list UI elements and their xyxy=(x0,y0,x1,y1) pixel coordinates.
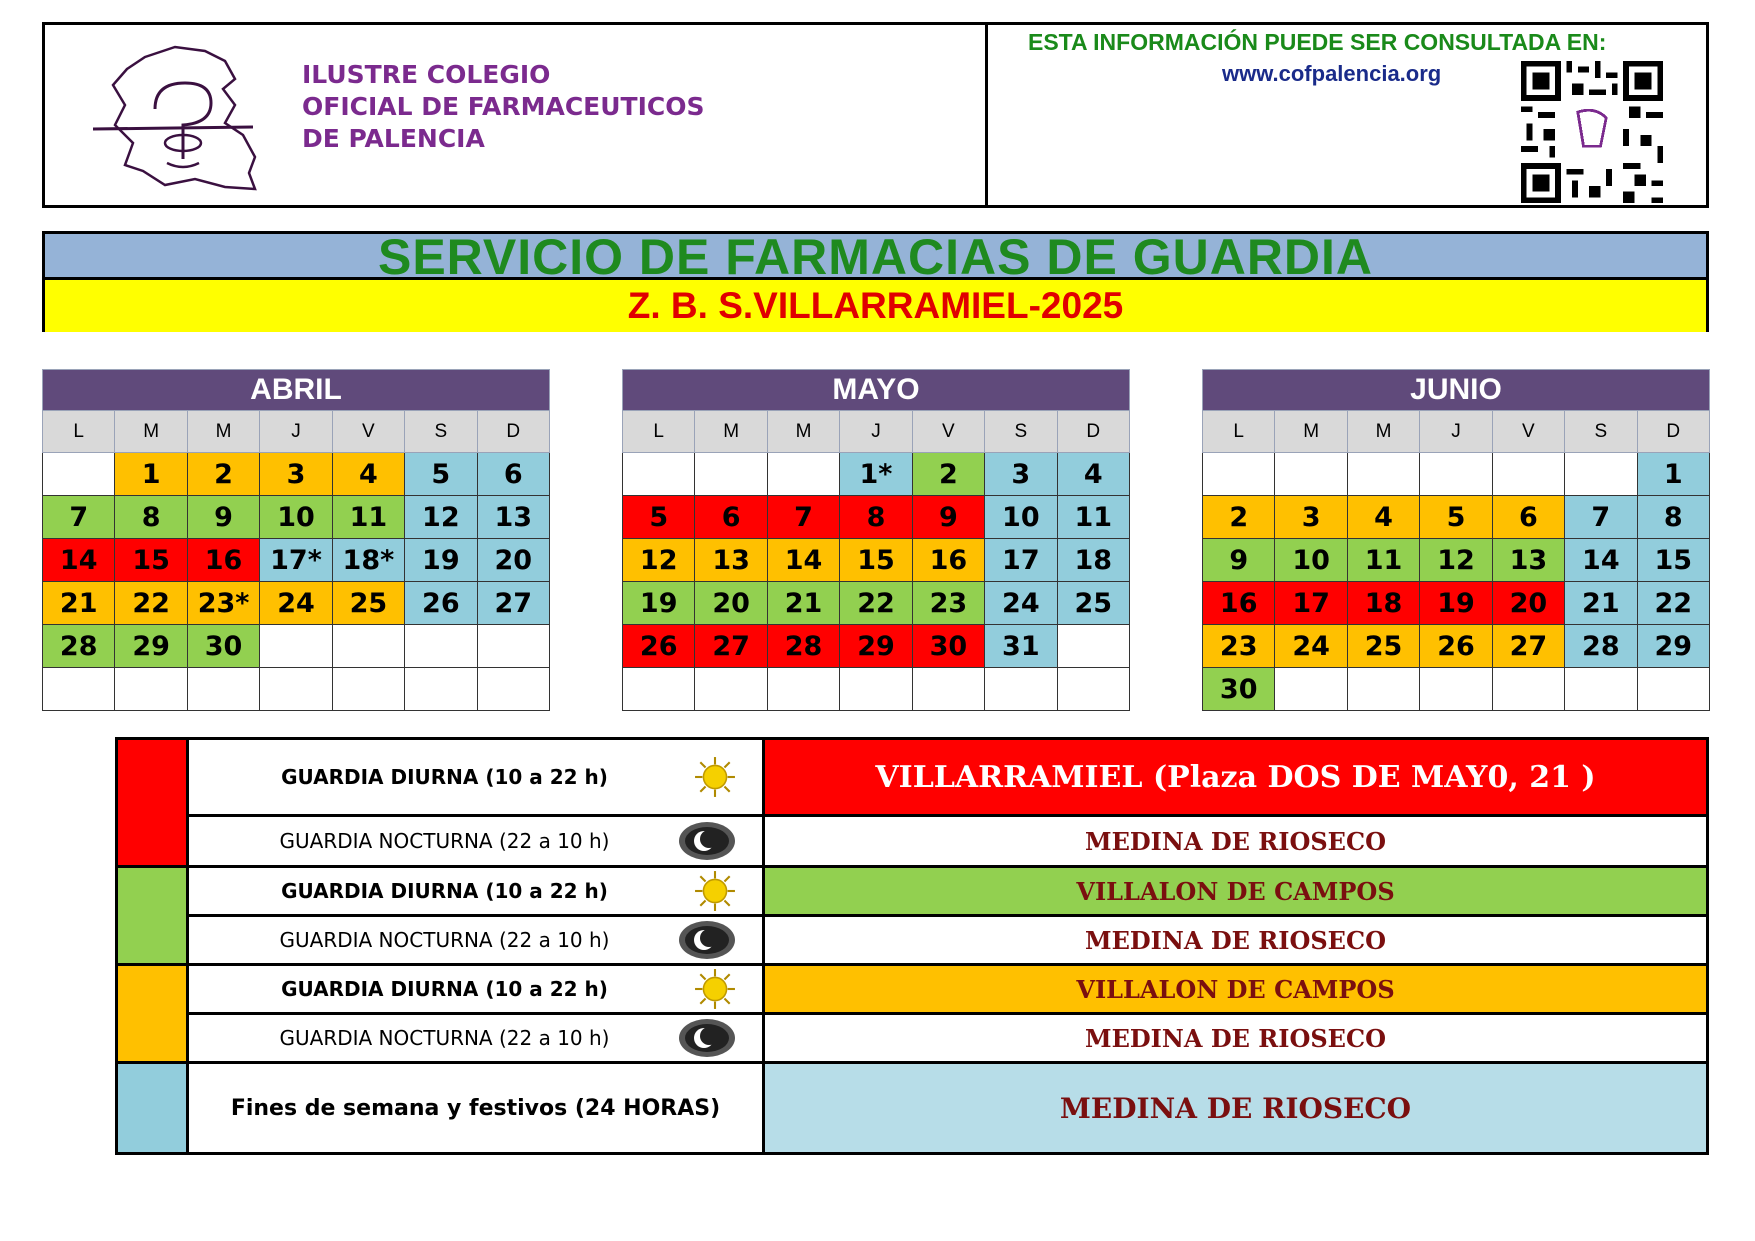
day-cell xyxy=(1420,453,1492,496)
day-cell: 22 xyxy=(1637,582,1709,625)
day-cell: 29 xyxy=(1637,625,1709,668)
weekday-header: M xyxy=(1275,411,1347,453)
day-cell: 14 xyxy=(43,539,115,582)
legend-place-green-day: VILLALON DE CAMPOS xyxy=(764,867,1708,916)
day-cell: 15 xyxy=(1637,539,1709,582)
day-cell: 23 xyxy=(912,582,984,625)
day-cell xyxy=(695,453,767,496)
day-cell: 10 xyxy=(260,496,332,539)
weekday-header: D xyxy=(1637,411,1709,453)
moon-icon xyxy=(678,1017,736,1059)
calendar-mayo xyxy=(622,369,1130,711)
day-cell: 18 xyxy=(1057,539,1129,582)
day-cell xyxy=(767,453,839,496)
college-name xyxy=(302,59,705,155)
college-logo-icon xyxy=(85,39,265,199)
legend-text: GUARDIA DIURNA (10 a 22 h) xyxy=(281,765,608,789)
day-cell: 30 xyxy=(187,625,259,668)
day-cell: 4 xyxy=(1347,496,1419,539)
day-cell xyxy=(623,453,695,496)
day-cell xyxy=(1637,668,1709,711)
weekday-header: L xyxy=(43,411,115,453)
moon-icon xyxy=(678,919,736,961)
calendar-junio xyxy=(1202,369,1710,711)
day-cell: 2 xyxy=(1203,496,1275,539)
day-cell xyxy=(260,625,332,668)
day-cell xyxy=(405,625,477,668)
day-cell xyxy=(1275,453,1347,496)
day-cell: 3 xyxy=(1275,496,1347,539)
day-cell xyxy=(260,668,332,711)
day-cell: 21 xyxy=(43,582,115,625)
day-cell: 29 xyxy=(840,625,912,668)
day-cell: 20 xyxy=(1492,582,1564,625)
header-left xyxy=(45,25,988,205)
week-row xyxy=(43,539,550,582)
day-cell xyxy=(1565,453,1637,496)
day-cell: 3 xyxy=(260,453,332,496)
day-cell xyxy=(405,668,477,711)
day-cell xyxy=(332,625,404,668)
moon-icon xyxy=(678,820,736,862)
college-line-3: DE PALENCIA xyxy=(302,124,485,153)
day-cell: 26 xyxy=(405,582,477,625)
day-cell xyxy=(1420,668,1492,711)
title-box xyxy=(42,231,1709,332)
day-cell: 17* xyxy=(260,539,332,582)
day-cell: 8 xyxy=(840,496,912,539)
day-cell: 7 xyxy=(43,496,115,539)
day-cell: 7 xyxy=(1565,496,1637,539)
day-cell: 25 xyxy=(332,582,404,625)
legend-place-red-day: VILLARRAMIEL (Plaza DOS DE MAY0, 21 ) xyxy=(764,739,1708,816)
week-row xyxy=(1203,453,1710,496)
day-cell xyxy=(1057,625,1129,668)
day-cell: 25 xyxy=(1347,625,1419,668)
weekday-header: M xyxy=(187,411,259,453)
website-link[interactable]: www.cofpalencia.org xyxy=(1222,61,1442,86)
day-cell xyxy=(1057,668,1129,711)
day-cell: 15 xyxy=(840,539,912,582)
day-cell: 30 xyxy=(912,625,984,668)
day-cell: 28 xyxy=(767,625,839,668)
day-cell: 30 xyxy=(1203,668,1275,711)
day-cell: 4 xyxy=(332,453,404,496)
sun-icon xyxy=(694,870,736,912)
weekday-header: V xyxy=(912,411,984,453)
day-cell xyxy=(912,668,984,711)
day-cell: 4 xyxy=(1057,453,1129,496)
day-cell: 17 xyxy=(1275,582,1347,625)
week-row xyxy=(623,539,1130,582)
day-cell: 5 xyxy=(405,453,477,496)
legend-text: GUARDIA DIURNA (10 a 22 h) xyxy=(281,977,608,1001)
week-row xyxy=(623,625,1130,668)
day-cell: 24 xyxy=(985,582,1057,625)
legend-swatch-green xyxy=(117,867,188,965)
sun-icon xyxy=(694,968,736,1010)
legend-label-nocturna xyxy=(188,1014,764,1063)
weekday-header: M xyxy=(695,411,767,453)
week-row xyxy=(43,453,550,496)
weekday-header: D xyxy=(1057,411,1129,453)
day-cell: 26 xyxy=(623,625,695,668)
day-cell: 1* xyxy=(840,453,912,496)
legend-label-weekend xyxy=(188,1063,764,1154)
month-title: ABRIL xyxy=(43,370,550,411)
day-cell: 21 xyxy=(1565,582,1637,625)
week-row xyxy=(43,496,550,539)
day-cell: 2 xyxy=(187,453,259,496)
legend-place-orange-day: VILLALON DE CAMPOS xyxy=(764,965,1708,1014)
day-cell xyxy=(115,668,187,711)
day-cell: 12 xyxy=(1420,539,1492,582)
legend-place-green-night: MEDINA DE RIOSECO xyxy=(764,916,1708,965)
day-cell: 17 xyxy=(985,539,1057,582)
weekday-header: V xyxy=(332,411,404,453)
day-cell: 31 xyxy=(985,625,1057,668)
day-cell xyxy=(43,668,115,711)
weekday-header: J xyxy=(260,411,332,453)
day-cell: 18 xyxy=(1347,582,1419,625)
legend-label-nocturna xyxy=(188,916,764,965)
college-line-1: ILUSTRE COLEGIO xyxy=(302,60,551,89)
day-cell xyxy=(767,668,839,711)
day-cell xyxy=(1492,668,1564,711)
day-cell: 6 xyxy=(477,453,549,496)
day-cell: 9 xyxy=(912,496,984,539)
weekday-header: S xyxy=(1565,411,1637,453)
day-cell: 6 xyxy=(695,496,767,539)
day-cell: 10 xyxy=(1275,539,1347,582)
day-cell: 20 xyxy=(477,539,549,582)
week-row xyxy=(43,625,550,668)
day-cell: 23 xyxy=(1203,625,1275,668)
day-cell: 20 xyxy=(695,582,767,625)
week-row xyxy=(1203,668,1710,711)
header-right xyxy=(988,25,1706,205)
month-title: JUNIO xyxy=(1203,370,1710,411)
legend-text: Fines de semana y festivos (24 HORAS) xyxy=(230,1095,721,1121)
day-cell: 9 xyxy=(1203,539,1275,582)
day-cell: 13 xyxy=(1492,539,1564,582)
weekday-header: M xyxy=(767,411,839,453)
info-text: ESTA INFORMACIÓN PUEDE SER CONSULTADA EN: xyxy=(1028,29,1607,55)
day-cell: 23* xyxy=(187,582,259,625)
month-title: MAYO xyxy=(623,370,1130,411)
day-cell: 16 xyxy=(187,539,259,582)
week-row xyxy=(623,582,1130,625)
weekday-header: M xyxy=(1347,411,1419,453)
day-cell xyxy=(1347,453,1419,496)
calendar-abril xyxy=(42,369,550,711)
legend-swatch-orange xyxy=(117,965,188,1063)
day-cell: 28 xyxy=(43,625,115,668)
day-cell: 27 xyxy=(477,582,549,625)
legend-place-red-night: MEDINA DE RIOSECO xyxy=(764,816,1708,867)
day-cell: 27 xyxy=(695,625,767,668)
college-line-2: OFICIAL DE FARMACEUTICOS xyxy=(302,92,705,121)
day-cell xyxy=(623,668,695,711)
day-cell: 24 xyxy=(1275,625,1347,668)
legend-label-diurna xyxy=(188,965,764,1014)
day-cell: 2 xyxy=(912,453,984,496)
day-cell: 16 xyxy=(912,539,984,582)
day-cell: 10 xyxy=(985,496,1057,539)
day-cell xyxy=(1203,453,1275,496)
week-row xyxy=(43,668,550,711)
week-row xyxy=(623,496,1130,539)
day-cell: 19 xyxy=(405,539,477,582)
day-cell xyxy=(1347,668,1419,711)
day-cell: 12 xyxy=(405,496,477,539)
week-row xyxy=(1203,539,1710,582)
week-row xyxy=(1203,496,1710,539)
day-cell xyxy=(43,453,115,496)
weekday-header: M xyxy=(115,411,187,453)
day-cell: 14 xyxy=(1565,539,1637,582)
day-cell: 22 xyxy=(840,582,912,625)
day-cell xyxy=(695,668,767,711)
day-cell: 13 xyxy=(695,539,767,582)
day-cell: 22 xyxy=(115,582,187,625)
page-title: SERVICIO DE FARMACIAS DE GUARDIA xyxy=(377,234,1374,280)
title-band xyxy=(45,234,1706,280)
day-cell: 11 xyxy=(1347,539,1419,582)
day-cell: 13 xyxy=(477,496,549,539)
day-cell: 25 xyxy=(1057,582,1129,625)
legend-swatch-blue xyxy=(117,1063,188,1154)
legend-text: GUARDIA NOCTURNA (22 a 10 h) xyxy=(279,928,610,952)
week-row xyxy=(623,668,1130,711)
legend-label-nocturna xyxy=(188,816,764,867)
day-cell: 12 xyxy=(623,539,695,582)
day-cell: 8 xyxy=(1637,496,1709,539)
legend-text: GUARDIA NOCTURNA (22 a 10 h) xyxy=(279,829,610,853)
day-cell: 27 xyxy=(1492,625,1564,668)
weekday-header: S xyxy=(405,411,477,453)
day-cell xyxy=(985,668,1057,711)
day-cell: 6 xyxy=(1492,496,1564,539)
day-cell: 5 xyxy=(623,496,695,539)
day-cell: 28 xyxy=(1565,625,1637,668)
legend-place-weekend: MEDINA DE RIOSECO xyxy=(764,1063,1708,1154)
day-cell xyxy=(1275,668,1347,711)
day-cell: 1 xyxy=(115,453,187,496)
weekday-header: J xyxy=(840,411,912,453)
day-cell: 18* xyxy=(332,539,404,582)
day-cell: 1 xyxy=(1637,453,1709,496)
legend-text: GUARDIA NOCTURNA (22 a 10 h) xyxy=(279,1026,610,1050)
day-cell: 29 xyxy=(115,625,187,668)
day-cell: 21 xyxy=(767,582,839,625)
day-cell: 15 xyxy=(115,539,187,582)
day-cell: 11 xyxy=(1057,496,1129,539)
week-row xyxy=(43,582,550,625)
day-cell xyxy=(1492,453,1564,496)
day-cell: 14 xyxy=(767,539,839,582)
day-cell: 24 xyxy=(260,582,332,625)
day-cell xyxy=(840,668,912,711)
day-cell: 8 xyxy=(115,496,187,539)
week-row xyxy=(623,453,1130,496)
weekday-header: V xyxy=(1492,411,1564,453)
sun-icon xyxy=(694,756,736,798)
day-cell xyxy=(477,668,549,711)
week-row xyxy=(1203,625,1710,668)
day-cell xyxy=(1565,668,1637,711)
legend-place-orange-night: MEDINA DE RIOSECO xyxy=(764,1014,1708,1063)
day-cell: 5 xyxy=(1420,496,1492,539)
header-box xyxy=(42,22,1709,208)
weekday-header: J xyxy=(1420,411,1492,453)
legend-table xyxy=(115,737,1709,1155)
subtitle: Z. B. S.VILLARRAMIEL-2025 xyxy=(45,280,1706,332)
day-cell: 16 xyxy=(1203,582,1275,625)
day-cell xyxy=(477,625,549,668)
qr-code-icon xyxy=(1515,61,1669,203)
day-cell xyxy=(332,668,404,711)
legend-swatch-red xyxy=(117,739,188,867)
weekday-header: S xyxy=(985,411,1057,453)
day-cell: 19 xyxy=(623,582,695,625)
day-cell: 11 xyxy=(332,496,404,539)
day-cell: 7 xyxy=(767,496,839,539)
legend-label-diurna xyxy=(188,739,764,816)
weekday-header: L xyxy=(1203,411,1275,453)
day-cell: 9 xyxy=(187,496,259,539)
day-cell: 19 xyxy=(1420,582,1492,625)
weekday-header: L xyxy=(623,411,695,453)
legend-label-diurna xyxy=(188,867,764,916)
weekday-header: D xyxy=(477,411,549,453)
legend-text: GUARDIA DIURNA (10 a 22 h) xyxy=(281,879,608,903)
day-cell xyxy=(187,668,259,711)
week-row xyxy=(1203,582,1710,625)
day-cell: 26 xyxy=(1420,625,1492,668)
day-cell: 3 xyxy=(985,453,1057,496)
